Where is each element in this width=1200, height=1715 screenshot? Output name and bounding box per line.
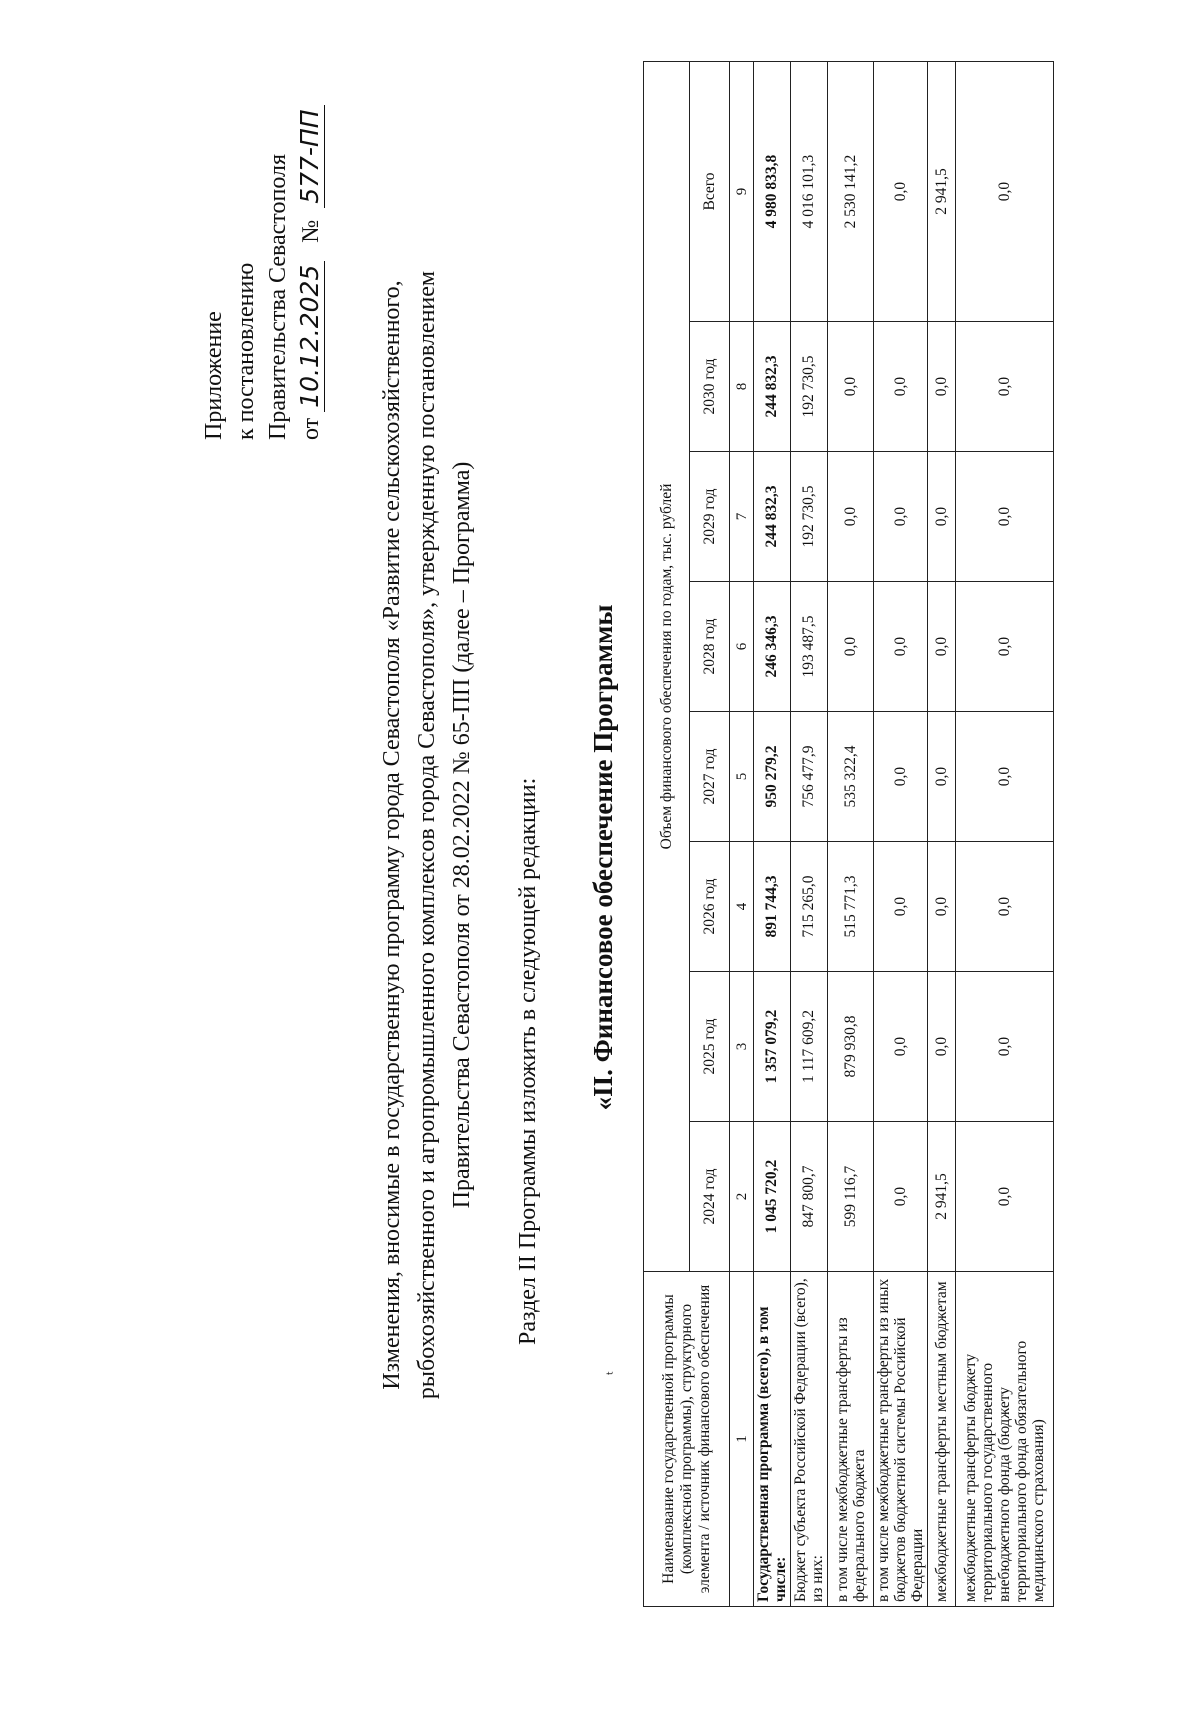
row-value: 0,0 — [928, 972, 956, 1122]
section-title: «II. Финансовое обеспечение Программы — [588, 604, 618, 1111]
row-name: в том числе межбюджетные трансферты из федерального бюджета — [828, 1272, 874, 1607]
column-index: 5 — [730, 712, 754, 842]
row-value: 0,0 — [828, 452, 874, 582]
table-row — [928, 62, 956, 1607]
row-name: межбюджетные трансферты бюджету территориального государственного внебюджетного фонда (бюджету территориального фонда обязательного медицинского страхования) — [956, 1272, 1054, 1607]
date-prefix: от — [298, 417, 324, 440]
appendix-date-line — [294, 105, 327, 440]
row-value: 0,0 — [956, 712, 1054, 842]
row-value: 756 477,9 — [791, 712, 828, 842]
group-header: Объем финансового обеспечения по годам, тыс. рублей — [644, 62, 690, 1272]
column-index: 2 — [730, 1122, 754, 1272]
appendix-line-2: к постановлению — [233, 262, 259, 440]
column-index: 7 — [730, 452, 754, 582]
row-value: 1 117 609,2 — [791, 972, 828, 1122]
row-value: 0,0 — [956, 452, 1054, 582]
handwritten-date: 10.12.2025 — [295, 261, 325, 412]
row-value: 0,0 — [928, 582, 956, 712]
row-value: 0,0 — [956, 842, 1054, 972]
table-row — [956, 62, 1054, 1607]
row-value: 0,0 — [928, 842, 956, 972]
row-value: 4 980 833,8 — [754, 62, 791, 322]
table-row — [828, 62, 874, 1607]
column-index: 1 — [730, 1272, 754, 1607]
row-value: 0,0 — [874, 322, 928, 452]
row-value: 0,0 — [928, 712, 956, 842]
column-index: 8 — [730, 322, 754, 452]
row-value: 246 346,3 — [754, 582, 791, 712]
row-value: 1 357 079,2 — [754, 972, 791, 1122]
year-header: 2030 год — [690, 322, 730, 452]
row-name: Бюджет субъекта Российской Федерации (всего), из них: — [791, 1272, 828, 1607]
row-value: 0,0 — [956, 62, 1054, 322]
row-value: 515 771,3 — [828, 842, 874, 972]
index-row — [730, 62, 754, 1607]
row-value: 244 832,3 — [754, 322, 791, 452]
appendix-line-3: Правительства Севастополя — [265, 153, 291, 440]
table-row — [874, 62, 928, 1607]
year-header: 2025 год — [690, 972, 730, 1122]
row-value: 2 941,5 — [928, 1122, 956, 1272]
row-value: 0,0 — [874, 582, 928, 712]
row-value: 192 730,5 — [791, 322, 828, 452]
row-value: 0,0 — [874, 1122, 928, 1272]
column-index: 4 — [730, 842, 754, 972]
table-row-total — [754, 62, 791, 1607]
year-header: 2027 год — [690, 712, 730, 842]
row-value: 0,0 — [956, 972, 1054, 1122]
row-value: 0,0 — [874, 972, 928, 1122]
row-value: 1 045 720,2 — [754, 1122, 791, 1272]
year-header: 2024 год — [690, 1122, 730, 1272]
section-instruction: Раздел II Программы изложить в следующей редакции: — [515, 777, 541, 1345]
row-value: 599 116,7 — [828, 1122, 874, 1272]
intro-paragraph: Изменения, вносимые в государственную программу города Севастополя «Развитие сельскохозяйственного, рыбохозяйственного и агропромышленного комплексов города Севастополя», утвержденную постановлением Правительства Севастополя от 28.02.2022 № 65-ПП (далее – Программа) — [379, 270, 475, 1400]
row-value: 0,0 — [874, 842, 928, 972]
row-value: 0,0 — [828, 322, 874, 452]
row-value: 4 016 101,3 — [791, 62, 828, 322]
row-name: Государственная программа (всего), в том числе: — [754, 1272, 791, 1607]
handwritten-number: 577-ПП — [295, 105, 325, 207]
row-value: 0,0 — [874, 712, 928, 842]
row-value: 0,0 — [828, 582, 874, 712]
row-value: 535 322,4 — [828, 712, 874, 842]
row-value: 879 930,8 — [828, 972, 874, 1122]
table-row — [791, 62, 828, 1607]
row-value: 0,0 — [956, 582, 1054, 712]
row-value: 0,0 — [928, 322, 956, 452]
year-header: 2026 год — [690, 842, 730, 972]
row-name: в том числе межбюджетные трансферты из иных бюджетов бюджетной системы Российской Федерации — [874, 1272, 928, 1607]
appendix-block — [198, 105, 327, 440]
stray-mark: ᵗ — [605, 1370, 621, 1375]
row-name: межбюджетные трансферты местным бюджетам — [928, 1272, 956, 1607]
row-value: 0,0 — [956, 1122, 1054, 1272]
column-index: 6 — [730, 582, 754, 712]
total-header: Всего — [690, 62, 730, 322]
row-value: 2 941,5 — [928, 62, 956, 322]
year-header: 2029 год — [690, 452, 730, 582]
name-column-header: Наименование государственной программы (комплексной программы), структурного элемента / источник финансового обеспечения — [644, 1272, 730, 1607]
row-value: 950 279,2 — [754, 712, 791, 842]
financing-table — [643, 61, 1054, 1607]
row-value: 0,0 — [874, 62, 928, 322]
column-index: 3 — [730, 972, 754, 1122]
appendix-line-1: Приложение — [201, 311, 227, 440]
row-value: 244 832,3 — [754, 452, 791, 582]
column-index: 9 — [730, 62, 754, 322]
row-value: 847 800,7 — [791, 1122, 828, 1272]
row-value: 2 530 141,2 — [828, 62, 874, 322]
header-row-1 — [644, 62, 690, 1607]
year-header: 2028 год — [690, 582, 730, 712]
row-value: 0,0 — [874, 452, 928, 582]
row-value: 0,0 — [956, 322, 1054, 452]
row-value: 193 487,5 — [791, 582, 828, 712]
row-value: 0,0 — [928, 452, 956, 582]
row-value: 891 744,3 — [754, 842, 791, 972]
row-value: 715 265,0 — [791, 842, 828, 972]
number-sign: № — [298, 219, 324, 243]
row-value: 192 730,5 — [791, 452, 828, 582]
